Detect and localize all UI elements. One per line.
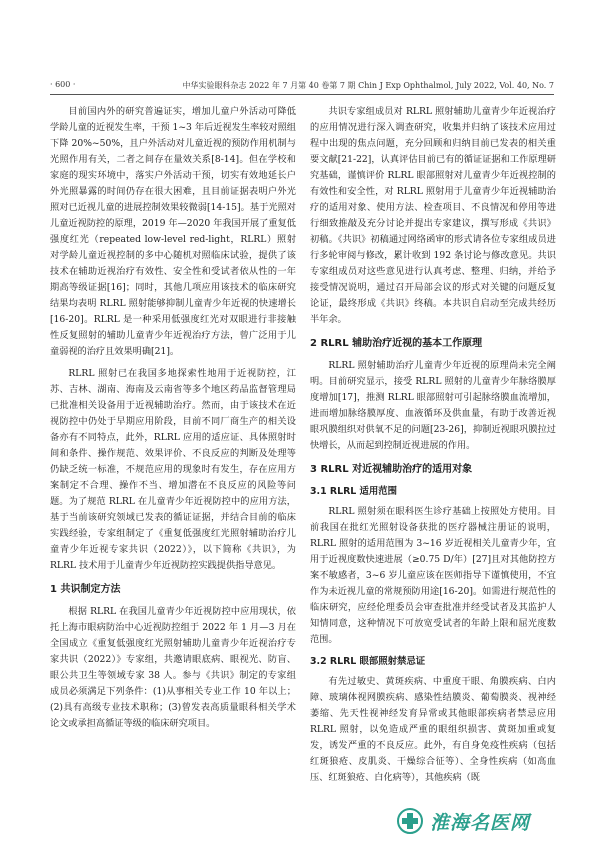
subsection-heading-3-2: 3.2 RLRL 眼部照射禁忌证 [310,656,426,667]
right-column [310,104,556,792]
left-column [50,104,296,738]
running-header [50,80,554,95]
paragraph-contraindications: 有先过敏史、黄斑疾病、中重度干眼、角膜疾病、白内障、玻璃体视网膜疾病、感染性结膜炎、葡萄膜炎、视神经萎缩、先天性视神经发育异常或其他眼部疾病者禁忌应用 RLRL 照射，以免造成严重的眼组织损害、黄斑加重或复发，诱发严重的不良反应。此外，有自身免疫性疾病（包括红斑狼疮、皮肌炎、干燥综合征等）、全身性疾病（如高血压、红斑狼疮、白化病等），其他疾病（既 [310,676,556,783]
medical-cross-icon [396,807,424,835]
page-number: · 600 · [50,80,76,89]
paragraph-intro-outdoor: 目前国内外的研究普遍证实，增加儿童户外活动可降低学龄儿童的近视发生率，干预 1~3 年后近视发生率较对照组下降 20%~50%，且户外活动对儿童近视的预防作用机制与光照作用有关，二者之间存在量效关系[8-14]。但在学校和家庭的现实环境中，落实户外活动干预，切实有效地延长户外光照暴露的时间仍存在很大困难，且目前证据表明户外光照对已近视儿童的进展控制效果较微弱[14-15]。基于光照对儿童近视防控的原理，2019 年—2020 年我国开展了重复低强度红光（repeated low-level red-light，RLRL）照射对学龄儿童近视控制的多中心随机对照临床试验，提供了该技术在辅助近视治疗有效性、安全性和受试者依从性的一年期高等级证据[16]；同时，其他几项应用该技术的临床研究结果均表明 RLRL 照射能够抑制儿童青少年近视的快速增长[16-20]。RLRL 是一种采用低强度红光对双眼进行非接触性反复照射的辅助儿童青少年近视治疗方法，曾广泛用于儿童弱视的治疗且效果明确[21]。 [50,106,296,357]
paragraph-rlrl-status: RLRL 照射已在我国多地探索性地用于近视防控，江苏、吉林、湖南、海南及云南省等多个地区药品监督管理局已批准相关设备用于近视辅助治疗。然而，由于该技术在近视防控中仍处于早期应用阶段，目前不同厂商生产的相关设备亦有不同特点，此外，RLRL 应用的适应证、具体照射时间和条件、操作规范、效果评价、不良反应的判断及处理等仍缺乏统一标准，不规范应用的现象时有发生，存在应用方案制定不合理、操作不当、增加潜在不良反应的风险等问题。为了规范 RLRL 在儿童青少年近视防控中的应用方法，基于当前该研究领域已发表的循证证据，并结合目前的临床实践经验，专家组制定了《重复低强度红光照射辅助治疗儿童青少年近视专家共识（2022）》，以下简称《共识》，为 RLRL 技术用于儿童青少年近视防控实践提供指导意见。 [50,368,296,571]
section-heading-3: 3 RLRL 对近视辅助治疗的适用对象 [310,464,473,475]
paragraph-method: 根据 RLRL 在我国儿童青少年近视防控中应用现状，依托上海市眼病防治中心近视防控组于 2022 年 1 月—3 月在全国成立《重复低强度红光照射辅助儿童青少年近视治疗专家共识（2022）》专家组，共邀请眼底病、眼视光、防盲、眼公共卫生等领域专家 38 人。参与《共识》制定的专家组成员必须满足下列条件：(1)从事相关专业工作 10 年以上；(2)具有高级专业技术职称；(3)曾发表高质量眼科相关学术论文或承担高循证等级的临床研究项目。 [50,606,296,729]
watermark-text: 淮海名医网 [429,811,530,834]
paragraph-consensus-process: 共识专家组成员对 RLRL 照射辅助儿童青少年近视治疗的应用情况进行深入调查研究，收集并归纳了该技术应用过程中出现的焦点问题，充分回顾和归纳目前已发表的相关重要文献[21-22]，认真评估目前已有的循证证据和工作原理研究基础，谨慎评价 RLRL 眼部照射对儿童青少年近视控制的有效性和安全性，对 RLRL 照射用于儿童青少年近视辅助治疗的适用对象、使用方法、检查项目、不良情况和停用等进行细致推敲及充分讨论并提出专家建议，撰写形成《共识》初稿。《共识》初稿通过网络函审的形式请各位专家组成员进行多轮审阅与修改，累计收到 192 条讨论与修改意见。共识专家组成员对这些意见进行认真考虑、整理、归纳，并给予接受情况说明，通过召开局部会议的形式对关键的问题反复论证，最终形成《共识》终稿。本共识自启动至完成共经历半年余。 [310,106,556,325]
paragraph-principle: RLRL 照射辅助治疗儿童青少年近视的原理尚未完全阐明。目前研究显示，接受 RLRL 照射的儿童青少年脉络膜厚度增加[17]，推测 RLRL 眼部照射可引起脉络膜血流增加，进而增加脉络膜厚度、血液循环及供血量，有助于改善近视眼巩膜组织对供氧不足的问题[23-26]，抑制近视眼巩膜拉过快增长，从而起到控制近视进展的作用。 [310,360,556,451]
section-heading-2: 2 RLRL 辅助治疗近视的基本工作原理 [310,338,483,349]
subsection-heading-3-1: 3.1 RLRL 适用范围 [310,486,398,497]
site-watermark [396,806,530,836]
journal-citation: 中华实验眼科杂志 2022 年 7 月第 40 卷第 7 期 Chin J Exp Ophthalmol, July 2022, Vol. 40, No. 7 [182,81,554,90]
section-heading-1: 1 共识制定方法 [50,584,121,595]
paragraph-scope: RLRL 照射须在眼科医生诊疗基础上按照处方使用。目前我国在批红光照射设备获批的医疗器械注册证的说明，RLRL 照射的适用范围为 3~16 岁近视相关儿童青少年，宜用于近视度数快速进展（≥0.75 D/年）[27]且对其他防控方案不敏感者，3~6 岁儿童应该在医师指导下谨慎使用，不宜作为未近视儿童的常规预防用途[16-20]。如需进行规范性的临床研究，应经伦理委员会审查批准并经受试者及其监护人知情同意，这种情况下可放宽受试者的年龄上限和屈光度数范围。 [310,506,556,645]
